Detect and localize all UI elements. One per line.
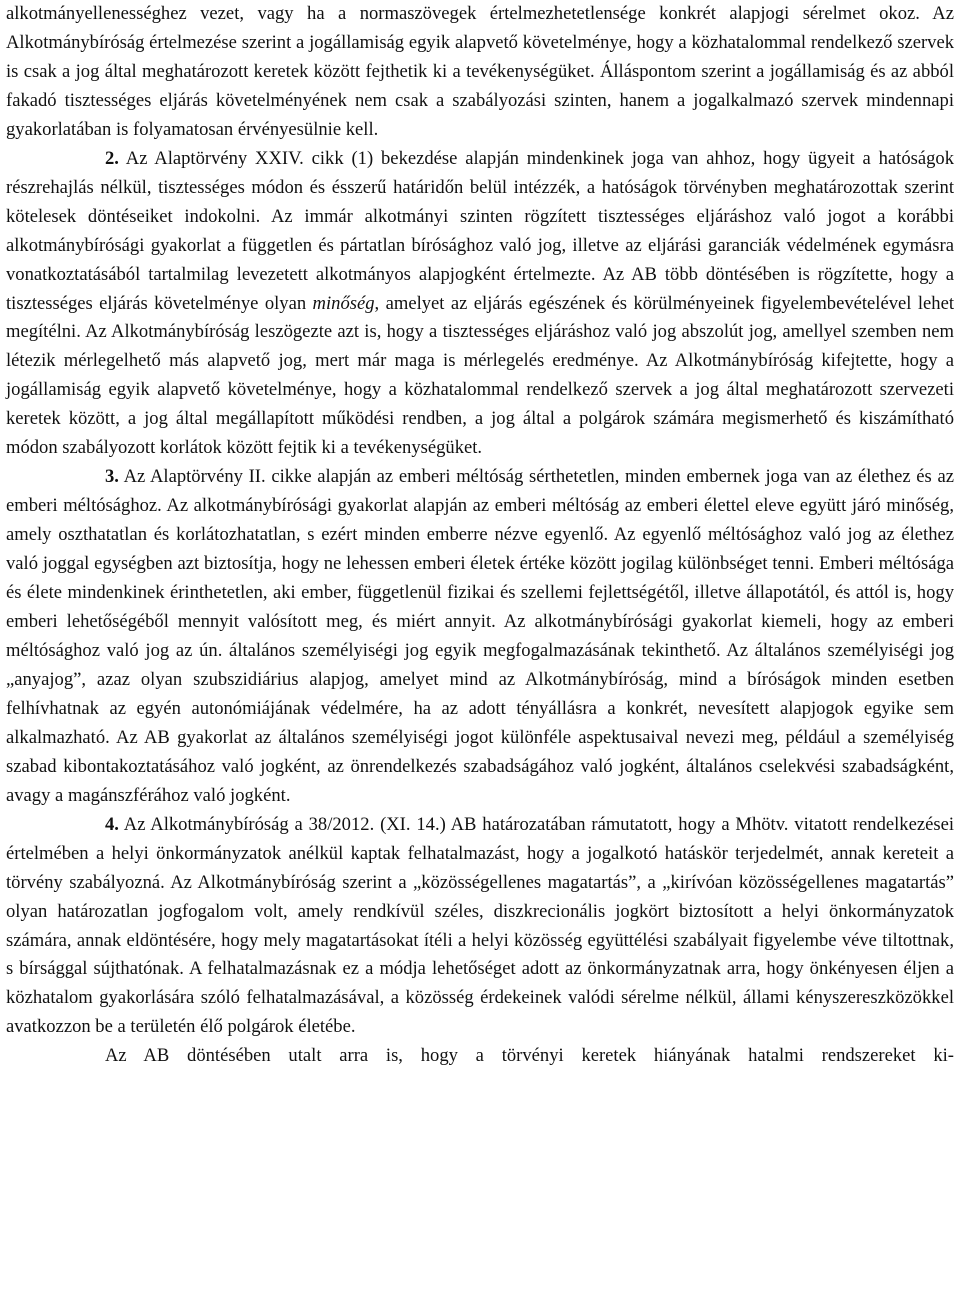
paragraph-4 [6, 811, 954, 1043]
paragraph-4-number: 4. [105, 813, 119, 835]
paragraph-2-number: 2. [105, 147, 119, 169]
paragraph-1 [6, 0, 954, 145]
paragraph-2 [6, 145, 954, 463]
paragraph-3 [6, 463, 954, 810]
paragraph-5-text: Az AB döntésében utalt arra is, hogy a törvényi keretek hiányának hatalmi rendszereket ki- [105, 1045, 954, 1067]
paragraph-4-text: Az Alkotmánybíróság a 38/2012. (XI. 14.) AB határozatában rámutatott, hogy a Mhötv. vitatott rendelkezései értelmében a helyi önkormányzatok anélkül kaptak felhatalmazást, hogy a jogalkotó hatáskör terjedelmét, annak kereteit a törvény szabályozná. Az Alkotmánybíróság szerint a „közösségellenes magatartás”, a „kirívóan közösségellenes magatartás” olyan határozatlan jogfogalom volt, amely rendkívül széles, diszkrecionális jogkört biztosított a helyi önkormányzatok számára, annak eldöntésére, hogy mely magatartásokat ítéli a helyi közösség együttélési szabályait figyelembe véve tiltottnak, s bírsággal sújthatónak. A felhatalmazásnak ez a módja lehetőséget adott az önkormányzatnak arra, hogy önkényesen éljen a közhatalom gyakorlására szóló felhatalmazásával, a közösség érdekeinek valódi sérelme nélkül, állami kényszereszközökkel avatkozzon be a területén élő polgárok életébe. [6, 813, 954, 1038]
paragraph-2-text-a: Az Alaptörvény XXIV. cikk (1) bekezdése alapján mindenkinek joga van ahhoz, hogy ügyeit a hatóságok részrehajlás nélkül, tisztességes módon és ésszerű határidőn belül intézzék, a hatóságok törvényben meghatározottak szerint kötelesek döntéseiket indokolni. Az immár alkotmányi szinten rögzített tisztességes eljáráshoz való jogot a korábbi alkotmánybírósági gyakorlat a független és pártatlan bírósághoz való jog, illetve az eljárási garanciák védelmének egymásra vonatkoztatásából tartalmilag levezetett alkotmányos alapjogként értelmezte. Az AB több döntésében is rögzítette, hogy a tisztességes eljárás követelménye olyan [6, 147, 954, 314]
paragraph-2-text-b: , amelyet az eljárás egészének és körülményeinek figyelembevételével lehet megítélni. Az Alkotmánybíróság leszögezte azt is, hogy a tisztességes eljáráshoz való jog abszolút jog, amellyel szemben nem létezik mérlegelhető más alapvető jog, mert már maga is mérlegelés eredménye. Az Alkotmánybíróság kifejtette, hogy a jogállamiság egyik alapvető követelménye, hogy a közhatalommal rendelkező szervek a jog által meghatározott szervezeti keretek között, a jog által megállapított működési rendben, a jog által a polgárok számára megismerhető és kiszámítható módon szabályozott korlátok között fejtik ki a tevékenységüket. [6, 292, 954, 459]
paragraph-3-number: 3. [105, 466, 119, 488]
paragraph-2-italic-term: minőség [312, 292, 375, 314]
paragraph-5 [6, 1042, 954, 1071]
paragraph-1-text: alkotmányellenességhez vezet, vagy ha a normaszövegek értelmezhetetlensége konkrét alapjogi sérelmet okoz. Az Alkotmánybíróság értelmezése szerint a jogállamiság egyik alapvető követelménye, hogy a közhatalommal rendelkező szervek is csak a jog által meghatározott keretek között fejthetik ki a tevékenységüket. Álláspontom szerint a jogállamiság és az abból fakadó tisztességes eljárás követelményének nem csak a szabályozási szinten, hanem a jogalkalmazó szervek mindennapi gyakorlatában is folyamatosan érvényesülnie kell. [6, 3, 954, 140]
document-page [6, 0, 954, 1071]
paragraph-3-text: Az Alaptörvény II. cikke alapján az emberi méltóság sérthetetlen, minden embernek joga van az élethez és az emberi méltósághoz. Az alkotmánybírósági gyakorlat alapján az emberi méltóság az emberi élettel eleve együtt járó minőség, amely oszthatatlan és korlátozhatatlan, s ezért minden emberre nézve egyenlő. Az egyenlő méltósághoz való jog az élethez való joggal egységben azt biztosítja, hogy ne lehessen emberi életek értéke között jogilag különbséget tenni. Emberi méltósága és élete mindenkinek érinthetetlen, aki ember, függetlenül fizikai és szellemi fejlettségétől, illetve állapotától, és attól is, hogy emberi lehetőségéből mennyit valósított meg, és miért annyit. Az alkotmánybírósági gyakorlat kiemeli, hogy az emberi méltósághoz való jog az ún. általános személyiségi jog egyik megfogalmazásának tekinthető. Az általános személyiségi jog „anyajog”, azaz olyan szubszidiárius alapjog, amelyet mind az Alkotmánybíróság, mind a bíróságok minden esetben felhívhatnak az egyén autonómiájának védelmére, ha az adott tényállásra a konkrét, nevesített alapjogok egyike sem alkalmazható. Az AB gyakorlat az általános személyiségi jogot különféle aspektusaival nevezi meg, például a személyiség szabad kibontakoztatásához való jogként, az önrendelkezés szabadságához való jogként, általános cselekvési szabadságként, avagy a magánszférához való jogként. [6, 466, 954, 806]
